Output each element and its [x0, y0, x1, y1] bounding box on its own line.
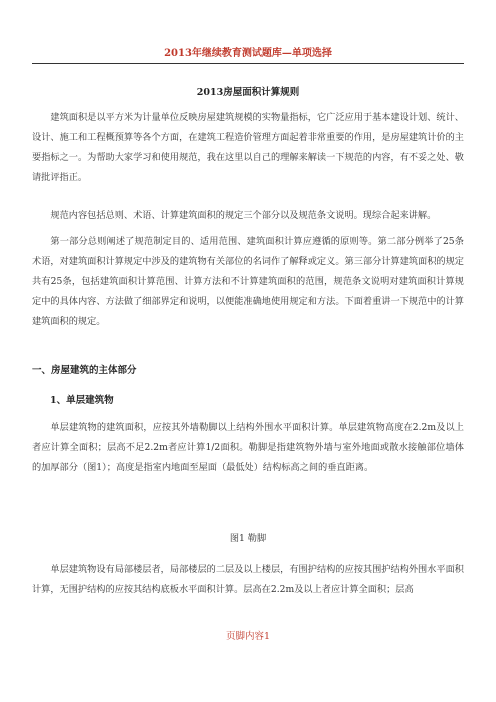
- scope-paragraph: 规范内容包括总则、术语、计算建筑面积的规定三个部分以及规范条文说明。现综合起来讲解。: [50, 210, 437, 221]
- single-storey-paragraph: 单层建筑物的建筑面积，应按其外墙勒脚以上结构外围水平面积计算。单层建筑物高度在2.2m及以上者应计算全面积；层高不足2.2m者应计算1/2面积。勒脚是指建筑物外墙与室外地面或散水接触部位墙体的加厚部分（图1）；高度是指室内地面至屋面（最低处）结构标高之间的垂直距离。: [32, 422, 464, 473]
- header-divider: [32, 63, 464, 64]
- figure-caption: 图1 勒脚: [229, 533, 267, 544]
- document-title: 2013房屋面积计算规则: [196, 87, 300, 98]
- section-heading: 一、房屋建筑的主体部分: [32, 365, 137, 376]
- structure-paragraph: 第一部分总则阐述了规范制定目的、适用范围、建筑面积计算应遵循的原则等。第二部分例举了25条术语，对建筑面积计算规定中涉及的建筑物有关部位的名词作了解释或定义。第三部分计算建筑面积的规定共有25条，包括建筑面积计算范围、计算方法和不计算建筑面积的范围，规范条文说明对建筑面积计算规定中的具体内容、方法做了细部界定和说明，以便能准确地使用规定和方法。下面着重讲一下规范中的计算建筑面积的规定。: [32, 236, 464, 327]
- intro-paragraph: 建筑面积是以平方米为计量单位反映房屋建筑规模的实物量指标，它广泛应用于基本建设计划、统计、设计、施工和工程概预算等各个方面，在建筑工程造价管理方面起着非常重要的作用，是房屋建筑计价的主要指标之一。为帮助大家学习和使用规范，我在这里以自己的理解来解读一下规范的内容，有不妥之处、敬请批评指正。: [32, 112, 464, 183]
- page-footer: 页脚内容1: [225, 631, 271, 642]
- page-header: 2013年继续教育测试题库—单项选择: [164, 48, 332, 59]
- subsection-heading: 1、单层建筑物: [50, 395, 114, 406]
- partial-floor-paragraph: 单层建筑物设有局部楼层者，局部楼层的二层及以上楼层，有围护结构的应按其围护结构外围水平面积计算，无围护结构的应按其结构底板水平面积计算。层高在2.2m及以上者应计算全面积；层高: [32, 564, 464, 595]
